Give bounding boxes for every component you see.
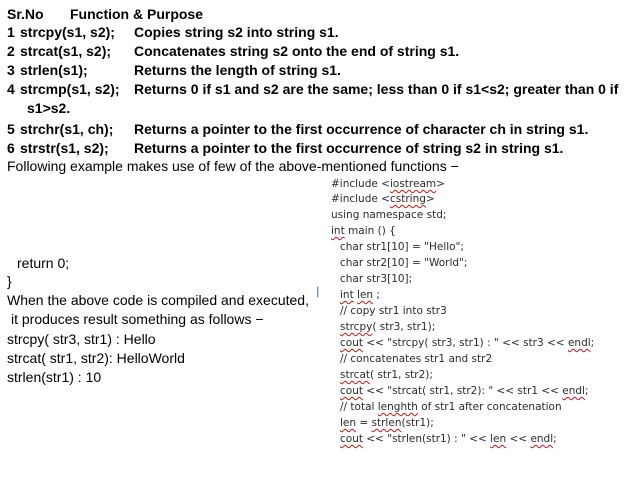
intro-text: Following example makes use of few of the above-mentioned functions − <box>7 158 459 174</box>
table-row-function: strlen(s1); <box>20 62 88 78</box>
output-line: strcat( str1, str2): HelloWorld <box>7 350 185 366</box>
table-row-number: 4 <box>7 81 15 97</box>
table-row-function: strcpy(s1, s2); <box>20 24 115 40</box>
table-header-sr-no: Sr.No <box>7 6 44 22</box>
table-row-description: Returns the length of string s1. <box>134 62 341 78</box>
table-row-number: 1 <box>7 24 15 40</box>
table-row-number: 5 <box>7 121 15 137</box>
explanation-line-1: When the above code is compiled and executed, <box>7 292 309 308</box>
code-image <box>326 174 622 458</box>
table-header-function-purpose: Function & Purpose <box>70 6 203 22</box>
table-row-function: strchr(s1, ch); <box>20 121 114 137</box>
code-line-using-namespace: using namespace std; <box>331 209 447 221</box>
output-line: strcpy( str3, str1) : Hello <box>7 331 156 347</box>
table-row-description: Returns a pointer to the first occurrence of character ch in string s1. <box>134 121 589 137</box>
code-line-str1: char str1[10] = "Hello"; <box>340 241 464 253</box>
output-line: strlen(str1) : 10 <box>7 369 102 385</box>
code-line-include-iostream: #include <iostream> <box>331 178 445 190</box>
table-row-function: strstr(s1, s2); <box>20 140 109 156</box>
table-row-function: strcat(s1, s2); <box>20 43 112 59</box>
table-row-number: 2 <box>7 43 15 59</box>
code-line-include-cstring: #include <cstring> <box>331 193 435 205</box>
code-line-len-decl: int len ; <box>340 289 380 301</box>
table-row-description: Concatenates string s2 onto the end of string s1. <box>134 43 460 59</box>
table-row-function: strcmp(s1, s2); <box>20 81 120 97</box>
selection-handle-icon: ┃ <box>315 287 321 297</box>
code-line-main: int main () { <box>331 225 396 237</box>
table-row-description: Returns a pointer to the first occurrence of string s2 in string s1. <box>134 140 564 156</box>
code-line-strcat: strcat( str1, str2); <box>340 369 433 381</box>
return-statement: return 0; <box>17 255 70 271</box>
code-line-comment-copy: // copy str1 into str3 <box>340 305 447 317</box>
code-line-comment-concat: // concatenates str1 and str2 <box>340 353 493 365</box>
code-line-strcpy: strcpy( str3, str1); <box>340 321 436 333</box>
code-line-len-assign: len = strlen(str1); <box>340 417 434 429</box>
table-row-number: 6 <box>7 140 15 156</box>
table-row-description: Returns 0 if s1 and s2 are the same; less than 0 if s1<s2; greater than 0 if <box>134 81 619 97</box>
explanation-line-2: it produces result something as follows − <box>11 311 264 327</box>
table-row-description: Copies string s2 into string s1. <box>134 24 339 40</box>
code-line-comment-total: // total lenghth of str1 after concatenation <box>340 401 562 413</box>
code-line-cout-strcpy: cout << "strcpy( str3, str1) : " << str3 << endl; <box>340 337 595 349</box>
table-row-description-continued: s1>s2. <box>27 100 71 116</box>
code-line-str3: char str3[10]; <box>340 273 413 285</box>
code-line-cout-strlen: cout << "strlen(str1) : " << len << endl; <box>340 433 557 445</box>
code-line-str2: char str2[10] = "World"; <box>340 257 468 269</box>
closing-brace: } <box>7 273 12 289</box>
code-line-cout-strcat: cout << "strcat( str1, str2): " << str1 << endl; <box>340 385 589 397</box>
table-row-number: 3 <box>7 62 15 78</box>
